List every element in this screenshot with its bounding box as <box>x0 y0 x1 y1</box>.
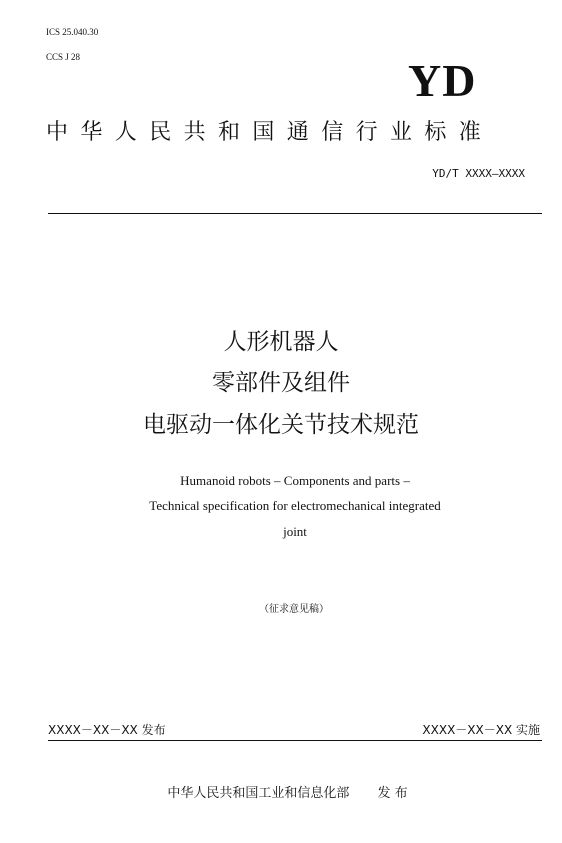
standard-category-title: 中华人民共和国通信行业标准 <box>46 120 494 145</box>
draft-status: （征求意见稿） <box>259 604 329 615</box>
title-zh-line-1: 人形机器人 <box>223 329 339 355</box>
issuer-action: 发 布 <box>377 786 408 801</box>
title-zh-line-2: 零部件及组件 <box>212 370 350 396</box>
title-en-line-3: joint <box>283 524 307 539</box>
ics-code: ICS 25.040.30 <box>46 27 99 37</box>
publish-date: XXXX－XX－XX 发布 <box>48 723 166 737</box>
bottom-divider <box>48 740 542 741</box>
title-en-line-1: Humanoid robots – Components and parts – <box>180 473 410 488</box>
ccs-code: CCS J 28 <box>46 52 81 62</box>
yd-logo: YD <box>408 55 477 106</box>
title-en-line-2: Technical specification for electromechanical integrated <box>149 498 441 513</box>
standard-number: YD/T XXXX—XXXX <box>432 167 525 180</box>
title-zh-line-3: 电驱动一体化关节技术规范 <box>143 412 419 438</box>
issuer-line <box>0 782 562 801</box>
implement-date: XXXX－XX－XX 实施 <box>422 723 540 737</box>
issuer-name: 中华人民共和国工业和信息化部 <box>167 786 350 801</box>
top-divider <box>48 213 542 214</box>
